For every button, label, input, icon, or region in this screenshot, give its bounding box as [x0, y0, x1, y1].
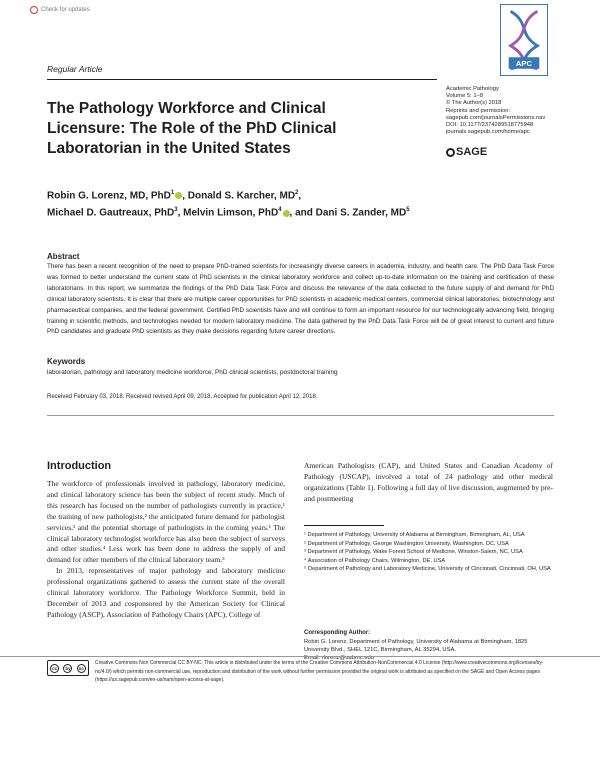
intro-paragraph-2: In 2013, representatives of major pathology and laboratory medicine professional organizations gathered to assess the current state of the overall clinical laboratory workforce. The Pathology Workforce Summit, held in December of 2013 and cosponsored by the American Society for Clinical Pathology (ASCP), Association of Pathology Chairs (APC), College of — [47, 566, 285, 619]
orcid-icon[interactable] — [283, 210, 290, 217]
author-list — [47, 186, 547, 221]
author-line1-comma: , — [298, 190, 302, 202]
corresponding-email[interactable]: Email: rlorenz@uabmc.edu — [304, 655, 375, 661]
introduction-column — [47, 479, 285, 621]
sage-logo-text: SAGE — [456, 146, 488, 158]
abstract-heading: Abstract — [47, 252, 80, 261]
corresponding-author-heading: Corresponding Author: — [304, 630, 371, 636]
right-column-text: American Pathologists (CAP), and United States and Canadian Academy of Pathology (USCAP), involved a total of 24 pathology and other medical organizations (Table 1). Following a full day of live discussion, augmented by pre- and postmeeting — [304, 461, 553, 503]
check-for-updates-badge[interactable] — [30, 4, 92, 16]
article-type: Regular Article — [47, 64, 103, 74]
header-rule — [47, 79, 437, 80]
sage-circle-icon — [446, 148, 455, 157]
author-5: , and Dani S. Zander, MD — [289, 207, 407, 219]
author-1-affil: 1 — [170, 190, 175, 196]
affiliation-3: ³ Department of Pathology, Wake Forest School of Medicine, Winston-Salem, NC, USA — [304, 549, 523, 556]
introduction-heading: Introduction — [47, 460, 112, 472]
affiliation-4: ⁴ Association of Pathology Chairs, Wilmington, DE, USA — [304, 557, 446, 564]
author-4-affil: 4 — [278, 207, 282, 214]
section-rule — [47, 415, 554, 416]
creative-commons-badge[interactable] — [47, 660, 89, 676]
license-rule — [0, 656, 600, 657]
author-2: , Donald S. Karcher, MD — [182, 190, 296, 202]
article-title: The Pathology Workforce and Clinical Licensure: The Role of the PhD Clinical Laboratorian in the United States — [47, 100, 337, 157]
affiliations-list — [304, 532, 554, 575]
keywords-text: laboratorian, pathology and laboratory medicine workforce, PhD clinical scientists, postdoctoral training — [47, 369, 338, 376]
abstract-text: There has been a recent recognition of the need to prepare PhD-trained scientists for increasingly diverse careers in academia, industry, and health care. The PhD Data Task Force was formed to better understand the current state of PhD scientists in the clinical laboratory workforce and collect up-to-date information on the training and certification of these laboratorians. In this report, we summarize the findings of the PhD Data Task Force and discuss the relevance of the data collected to the future supply of and demand for PhD clinical laboratory scientists. It is clear that there are multiple career opportunities for PhD scientists in academic medical centers, commercial clinical laboratories, biotechnology and pharmaceutical companies, and the federal government. Certified PhD scientists have and will continue to form an important resource for our technologically advancing field, bringing training in scientific methods, and technologies needed for modern laboratory medicine. The data gathered by the PhD Data Task Force will be of great interest to current and future PhD candidates and graduate PhD scientists as they make decisions regarding future career directions. — [47, 263, 554, 336]
reprints-label: Reprints and permission: — [446, 107, 511, 114]
affiliation-5: ⁵ Department of Pathology and Laboratory Medicine, University of Cincinnati, Cincinnati, OH, USA — [304, 566, 551, 573]
check-updates-label: Check for updates — [41, 7, 90, 13]
apc-journal-logo — [500, 4, 548, 76]
license-text: Creative Commons Non Commercial CC BY-NC: This article is distributed under the terms of the Creative Commons Attribution-NonCommercial 4.0 License (http://www.creativecommons.org/licenses/by-nc/4.0/) which permits non-commercial use, reproduction and distribution of the work without further permission provided the original work is attributed as specified on the SAGE and Open Access pages (https://us.sagepub.com/en-us/nam/open-access-at-sage). — [95, 660, 544, 683]
reprints-link[interactable]: sagepub.com/journalsPermissions.nav — [446, 114, 546, 121]
author-2-affil: 2 — [295, 190, 299, 196]
doi[interactable]: DOI: 10.1177/2374289518775948 — [446, 122, 534, 129]
affiliation-2: ² Department of Pathology, George Washington University, Washington, DC, USA — [304, 540, 509, 547]
affiliation-1: ¹ Department of Pathology, University of Alabama at Birmingham, Birmingham, AL, USA — [304, 532, 525, 538]
journal-url[interactable]: journals.sagepub.com/home/apc — [446, 129, 530, 136]
publication-dates: Received February 03, 2018. Received revised April 09, 2018. Accepted for publication April 12, 2018. — [47, 394, 318, 400]
author-3: Michael D. Gautreaux, PhD — [47, 207, 175, 219]
keywords-heading: Keywords — [47, 357, 86, 366]
footnote-rule — [304, 525, 384, 526]
author-5-affil: 5 — [406, 207, 410, 214]
corresponding-address: Robin G. Lorenz, Department of Pathology, University of Alabama at Birmingham, 1825 University Blvd., SHEL 121C, Birmingham, AL 35294, USA. — [304, 639, 528, 653]
intro-paragraph-1: The workforce of professionals involved in pathology, laboratory medicine, and clinical laboratory science has been the subject of recent study. Much of this research has focused on the number of pathologists currently in practice,¹ the training of new pathologists,² the anticipated future demand for pathologist services,³ and the potential shortage of pathologists in the coming years.¹ The clinical laboratory technologist workforce has also been the subject of surveys and other studies.⁴ Less work has been done to address the supply of and demand for other members of the clinical laboratory team.⁵ — [47, 479, 285, 565]
cc-icon: cc — [52, 665, 58, 671]
apc-logo-text: APC — [515, 58, 533, 68]
author-1: Robin G. Lorenz, MD, PhD — [47, 190, 171, 202]
copyright: © The Author(s) 2018 — [446, 100, 502, 107]
by-icon: by — [65, 665, 71, 671]
author-4: , Melvin Limson, PhD — [177, 207, 279, 219]
journal-metadata — [446, 86, 596, 136]
journal-volume: Volume 5: 1–8 — [446, 93, 484, 100]
journal-name: Academic Pathology — [446, 86, 499, 92]
crossmark-icon — [30, 6, 38, 14]
author-3-affil: 3 — [174, 207, 178, 214]
nc-icon: nc — [78, 665, 84, 671]
sage-logo — [446, 146, 487, 158]
